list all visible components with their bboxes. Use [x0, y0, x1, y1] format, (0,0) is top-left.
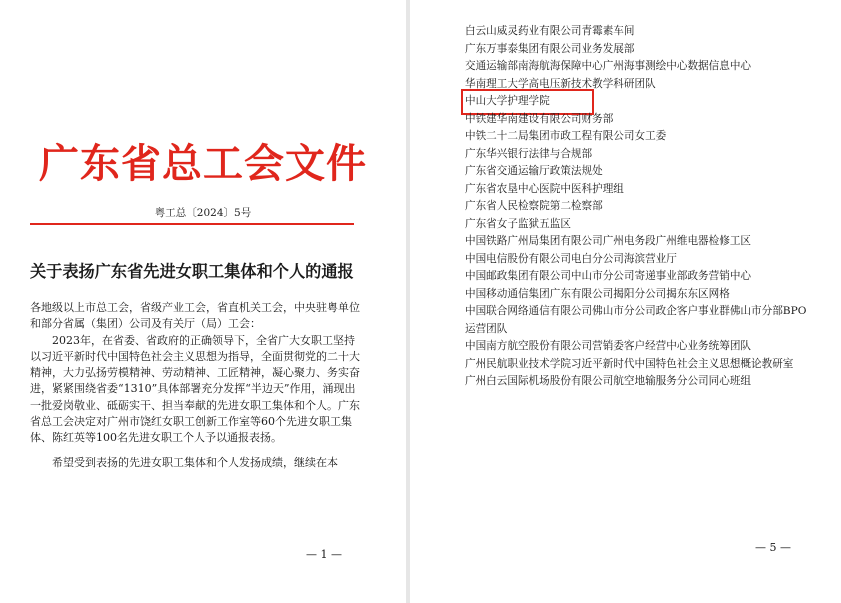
list-item: 白云山威灵药业有限公司青霉素车间: [465, 25, 635, 37]
list-item: 交通运输部南海航海保障中心广州海事测绘中心数据信息中心: [465, 60, 752, 72]
list-item: 广州白云国际机场股份有限公司航空地输服务分公司同心班组: [465, 375, 752, 387]
list-item: 广东省交通运输厅政策法规处: [465, 165, 603, 177]
notice-body: [30, 300, 360, 471]
list-item: 中铁建华南建设有限公司财务部: [465, 112, 614, 125]
highlighted-list-item: [465, 93, 810, 111]
list-item: 广东华兴银行法律与合规部: [465, 147, 593, 160]
list-item: 广州民航职业技术学院习近平新时代中国特色社会主义思想概论教研室: [465, 357, 794, 370]
list-item: 中国铁路广州局集团有限公司广州电务段广州维电器检修工区: [465, 235, 752, 247]
page-number-left: — 1 —: [306, 548, 342, 561]
page-number-right: — 5 —: [755, 541, 791, 554]
list-item: 广东省女子监狱五监区: [465, 217, 571, 230]
document-number: 粤工总〔2024〕5号: [154, 207, 252, 219]
closing-paragraph: 希望受到表扬的先进女职工集体和个人发扬成绩，继续在本: [52, 455, 338, 469]
commended-unit-list: [465, 23, 810, 391]
list-item: 中国联合网络通信有限公司佛山市分公司政企客户事业群佛山市分部BPO运营团队: [465, 305, 807, 335]
list-item: 广东省人民检察院第二检察部: [465, 200, 603, 212]
main-paragraph: 2023年，在省委、省政府的正确领导下，全省广大女职工坚持以习近平新时代中国特色社会主义思想为指导，全面贯彻党的二十大精神，大力弘扬劳模精神、劳动精神、工匠精神，凝心聚力、务实奋进，紧紧围绕省委“1310”具体部署充分发挥“半边天”作用，涌现出一批爱岗敬业、砥砺实干、担当奉献的先进女职工集体和个人。广东省总工会决定对广州市饶红女职工创新工作室等60个先进女职工集体、陈红英等100名先进女职工个人予以通报表扬。: [30, 333, 360, 445]
highlight-box: 中山大学护理学院: [465, 93, 590, 111]
list-item: 中国南方航空股份有限公司营销委客户经营中心业务统筹团队: [465, 340, 752, 352]
list-item: 中国移动通信集团广东有限公司揭阳分公司揭东东区网格: [465, 287, 730, 300]
notice-heading: 关于表扬广东省先进女职工集体和个人的通报: [30, 262, 354, 281]
list-item: 华南理工大学高电压新技术教学科研团队: [465, 77, 656, 90]
list-item: 中国电信股份有限公司电白分公司海滨营业厅: [465, 252, 677, 265]
addressee-paragraph: 各地级以上市总工会，省级产业工会，省直机关工会，中央驻粤单位和部分省属（集团）公司及有关厅（局）工会：: [30, 301, 360, 331]
red-divider-line: [30, 223, 354, 225]
list-item: 中铁二十二局集团市政工程有限公司女工委: [465, 130, 667, 142]
list-item: 广东万事泰集团有限公司业务发展部: [465, 42, 635, 55]
list-item: 中国邮政集团有限公司中山市分公司寄递事业部政务营销中心: [465, 270, 752, 282]
document-title: 广东省总工会文件: [39, 141, 367, 187]
list-item: 广东省农垦中心医院中医科护理组: [465, 182, 624, 195]
